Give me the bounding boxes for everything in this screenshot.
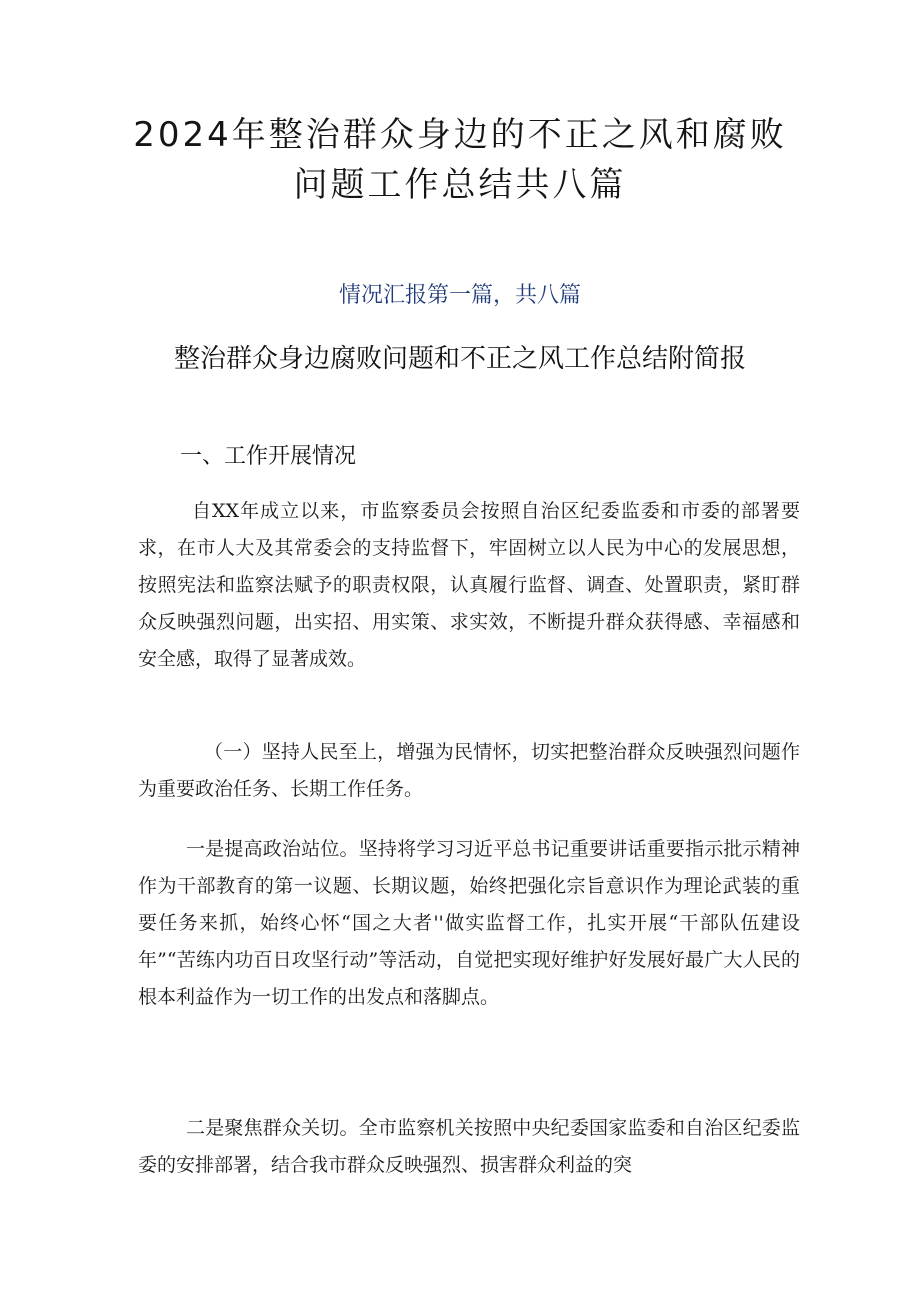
article-title: 整治群众身边腐败问题和不正之风工作总结附简报 xyxy=(173,344,746,374)
paragraph-intro: 自XX年成立以来，市监察委员会按照自治区纪委监委和市委的部署要求，在市人大及其常委会的支持监督下，牢固树立以人民为中心的发展思想，按照宪法和监察法赋予的职责权限，认真履行监督、调查、处置职责，紧盯群众反映强烈问题，出实招、用实策、求实效，不断提升群众获得感、幸福感和安全感，取得了显著成效。 xyxy=(138,500,800,670)
section-label: 情况汇报第一篇，共八篇 xyxy=(338,283,581,308)
section-heading: 一、工作开展情况 xyxy=(180,444,357,469)
paragraph-subheading: （一）坚持人民至上，增强为民情怀，切实把整治群众反映强烈问题作为重要政治任务、长期工作任务。 xyxy=(138,741,800,800)
paragraph-point-two: 二是聚焦群众关切。全市监察机关按照中央纪委国家监委和自治区纪委监委的安排部署，结合我市群众反映强烈、损害群众利益的突 xyxy=(138,1117,800,1176)
document-title: 2024年整治群众身边的不正之风和腐败问题工作总结共八篇 xyxy=(133,115,787,205)
paragraph-point-one: 一是提高政治站位。坚持将学习习近平总书记重要讲话重要指示批示精神作为干部教育的第一议题、长期议题，始终把强化宗旨意识作为理论武装的重要任务来抓，始终心怀“国之大者''做实监督工作，扎实开展“干部队伍建设年”“苦练内功百日攻坚行动”等活动，自觉把实现好维护好发展好最广大人民的根本利益作为一切工作的出发点和落脚点。 xyxy=(138,838,800,1008)
